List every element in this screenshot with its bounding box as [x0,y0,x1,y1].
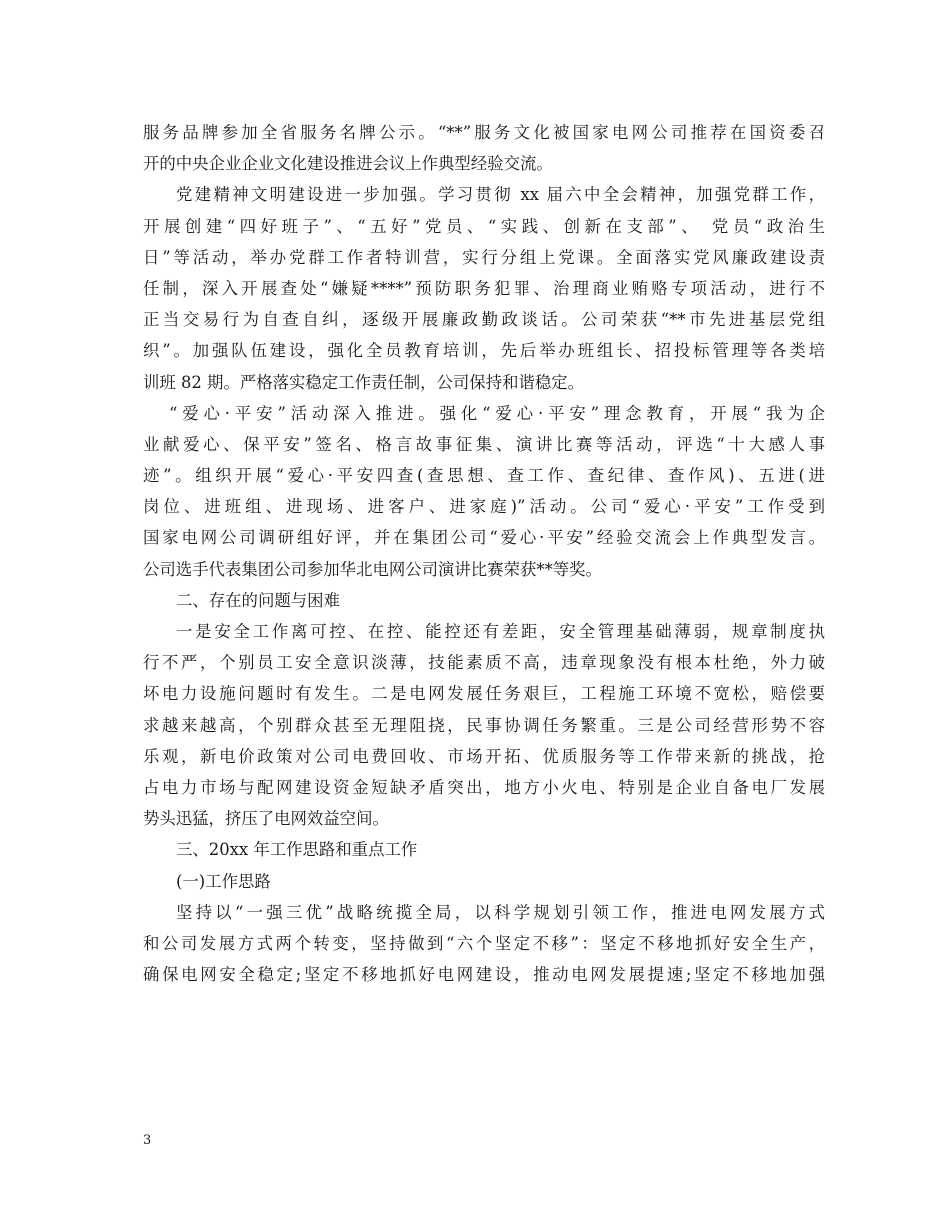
text-line: 迹”。组织开展“爱心·平安四查(查思想、查工作、查纪律、查作风)、五进(进 [143,466,825,486]
text-line: 训班 82 期。严格落实稳定工作责任制，公司保持和谐稳定。 [143,372,585,392]
text-line: 正当交易行为自查自纠，逐级开展廉政勤政谈话。公司荣获“**市先进基层党组 [143,310,825,330]
text-line: 乐观，新电价政策对公司电费回收、市场开拓、优质服务等工作带来新的挑战，抢 [143,746,825,766]
text-line: 开的中央企业企业文化建设推进会议上作典型经验交流。 [143,154,553,174]
text-line: 坚持以“一强三优”战略统揽全局，以科学规划引领工作，推进电网发展方式 [176,902,825,922]
text-line: “爱心·平安”活动深入推进。强化“爱心·平安”理念教育，开展“我为企 [169,403,825,423]
text-line: 一是安全工作离可控、在控、能控还有差距，安全管理基础薄弱，规章制度执 [176,622,825,641]
text-line: 行不严，个别员工安全意识淡薄，技能素质不高，违章现象没有根本杜绝，外力破 [143,653,825,673]
text-line: 日”等活动，举办党群工作者特训营，实行分组上党课。全面落实党风廉政建设责 [143,247,825,267]
page-number: 3 [143,1133,152,1148]
document-body [143,117,825,990]
text-line: 确保电网安全稳定;坚定不移地抓好电网建设，推动电网发展提速;坚定不移地加强 [143,965,825,985]
text-line: 占电力市场与配网建设资金短缺矛盾突出，地方小火电、特别是企业自备电厂发展 [143,777,825,797]
text-line: 任制，深入开展查处“嫌疑****”预防职务犯罪、治理商业贿赂专项活动，进行不 [143,278,825,298]
text-line: 业献爱心、保平安”签名、格言故事征集、演讲比赛等活动，评选“十大感人事 [143,434,825,454]
text-line: 势头迅猛，挤压了电网效益空间。 [143,809,389,829]
section-heading: 三、20xx 年工作思路和重点工作 [176,840,418,860]
text-line: 党建精神文明建设进一步加强。学习贯彻 xx 届六中全会精神，加强党群工作， [176,185,825,205]
subsection-heading: (一)工作思路 [176,871,271,891]
text-line: 和公司发展方式两个转变，坚持做到“六个坚定不移”：坚定不移地抓好安全生产， [143,933,825,953]
text-line: 开展创建“四好班子”、“五好”党员、“实践、创新在支部”、 党员“政治生 [143,216,825,236]
text-line: 坏电力设施问题时有发生。二是电网发展任务艰巨，工程施工环境不宽松，赔偿要 [143,684,825,704]
text-line: 织”。加强队伍建设，强化全员教育培训，先后举办班组长、招投标管理等各类培 [143,341,825,361]
text-line: 求越来越高，个别群众甚至无理阻挠，民事协调任务繁重。三是公司经营形势不容 [143,715,825,735]
text-line: 国家电网公司调研组好评，并在集团公司“爱心·平安”经验交流会上作典型发言。 [143,528,825,548]
text-line: 公司选手代表集团公司参加华北电网公司演讲比赛荣获**等奖。 [143,559,602,579]
text-line: 服务品牌参加全省服务名牌公示。“**”服务文化被国家电网公司推荐在国资委召 [143,123,825,142]
text-line: 岗位、进班组、进现场、进客户、进家庭)”活动。公司“爱心·平安”工作受到 [143,497,825,517]
section-heading: 二、存在的问题与困难 [176,590,340,610]
